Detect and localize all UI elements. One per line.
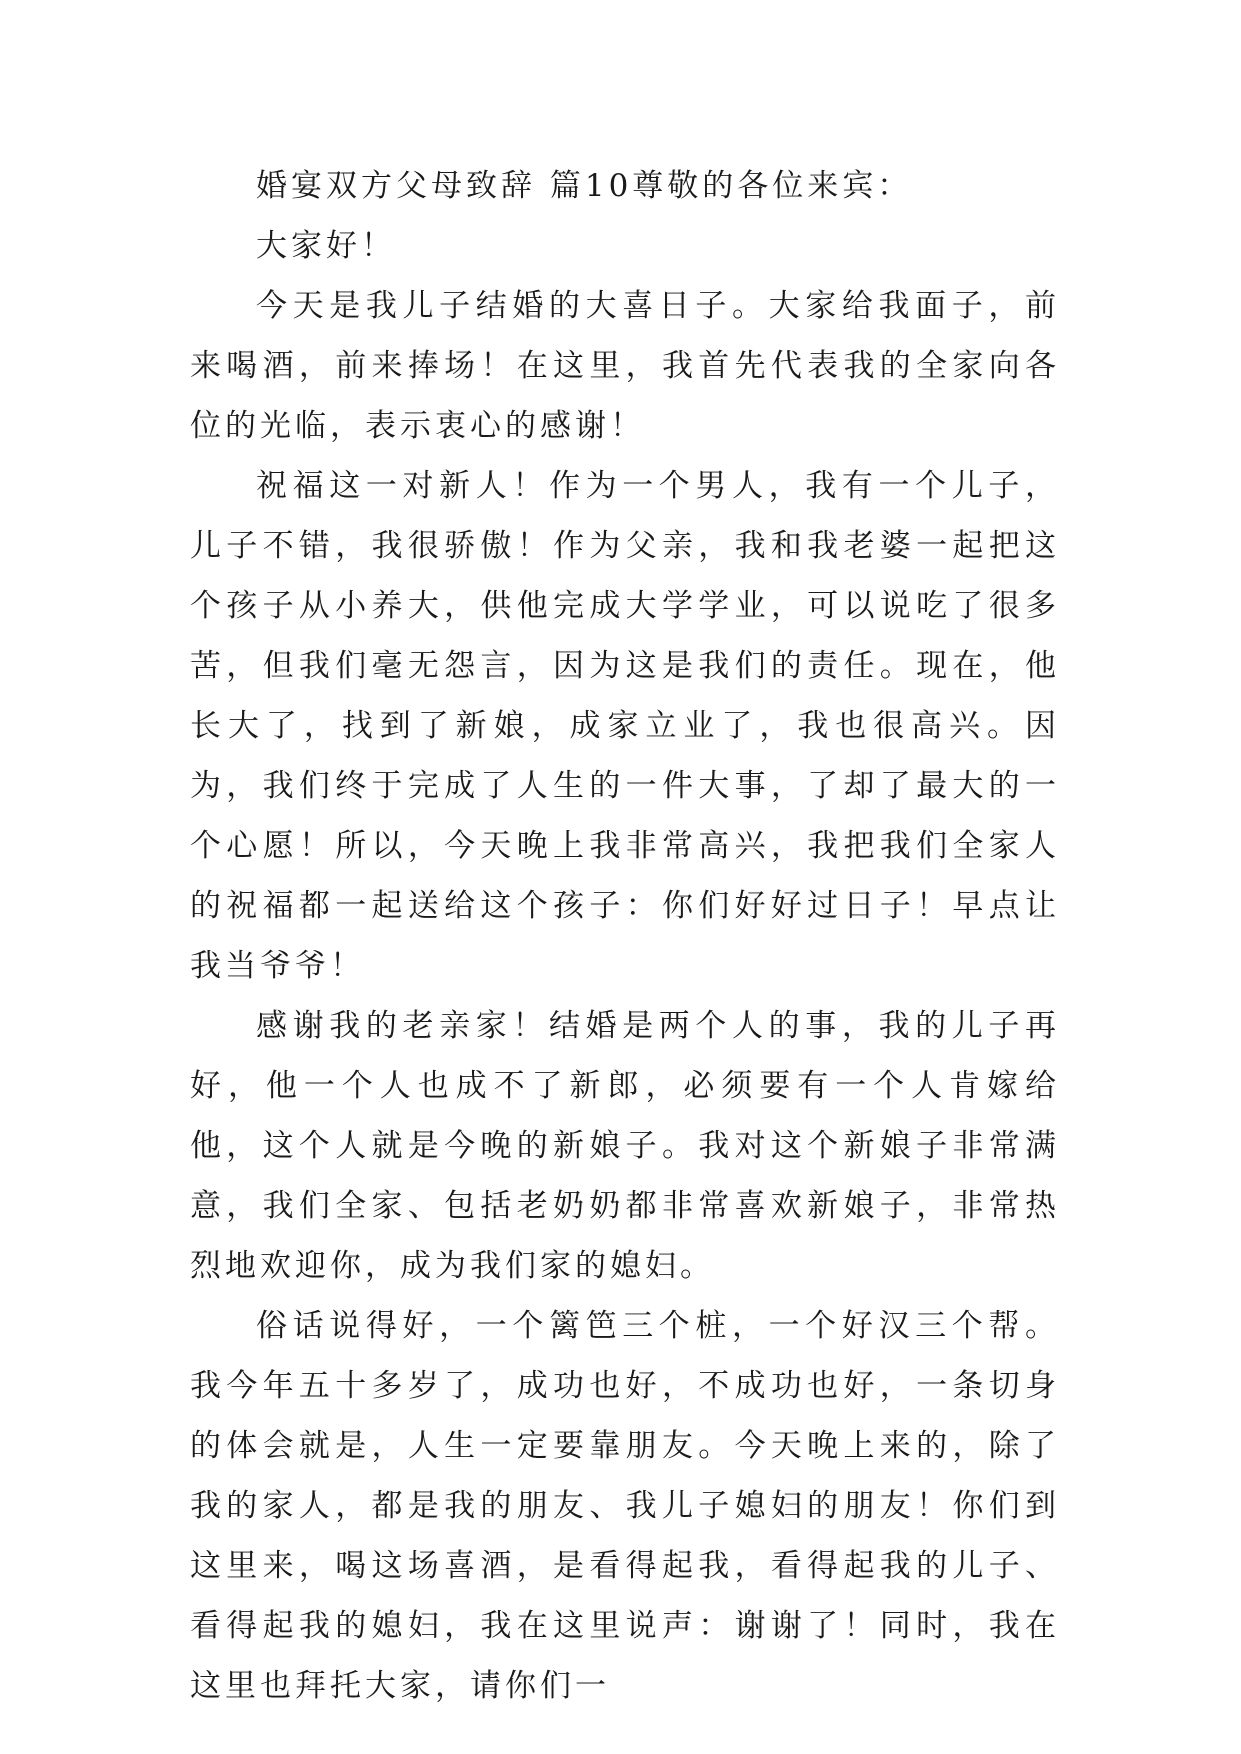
title-line: 婚宴双方父母致辞 篇10尊敬的各位来宾： [256,168,913,204]
document-body [190,156,1060,1716]
body-paragraph: 感谢我的老亲家！结婚是两个人的事，我的儿子再好，他一个人也成不了新郎，必须要有一个人肯嫁给他，这个人就是今晚的新娘子。我对这个新娘子非常满意，我们全家、包括老奶奶都非常喜欢新娘子，非常热烈地欢迎你，成为我们家的媳妇。 [190,1008,1060,1284]
body-paragraph: 祝福这一对新人！作为一个男人，我有一个儿子，儿子不错，我很骄傲！作为父亲，我和我老婆一起把这个孩子从小养大，供他完成大学学业，可以说吃了很多苦，但我们毫无怨言，因为这是我们的责任。现在，他长大了，找到了新娘，成家立业了，我也很高兴。因为，我们终于完成了人生的一件大事，了却了最大的一个心愿！所以，今天晚上我非常高兴，我把我们全家人的祝福都一起送给这个孩子：你们好好过日子！早点让我当爷爷！ [190,468,1060,984]
body-paragraph: 今天是我儿子结婚的大喜日子。大家给我面子，前来喝酒，前来捧场！在这里，我首先代表我的全家向各位的光临，表示衷心的感谢！ [190,288,1060,444]
body-paragraph: 俗话说得好，一个篱笆三个桩，一个好汉三个帮。我今年五十多岁了，成功也好，不成功也好，一条切身的体会就是，人生一定要靠朋友。今天晚上来的，除了我的家人，都是我的朋友、我儿子媳妇的朋友！你们到这里来，喝这场喜酒，是看得起我，看得起我的儿子、看得起我的媳妇，我在这里说声：谢谢了！同时，我在这里也拜托大家，请你们一 [190,1308,1060,1704]
greeting-paragraph: 大家好！ [256,228,396,264]
